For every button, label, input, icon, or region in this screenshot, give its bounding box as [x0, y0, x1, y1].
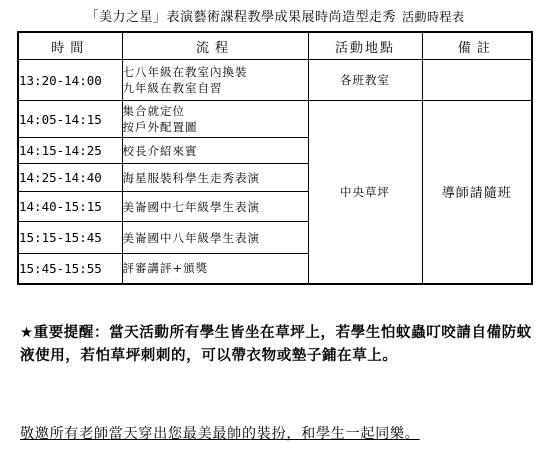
flow-line: 集合就定位 [122, 104, 185, 118]
flow-cell: 美崙國中八年級學生表演 [122, 222, 308, 254]
schedule-table [17, 31, 533, 285]
flow-cell [122, 60, 308, 101]
flow-line: 九年級在教室自習 [122, 81, 223, 95]
page-title [0, 6, 550, 25]
title-main: 「美力之星」表演藝術課程教學成果展時尚造型走秀 [85, 10, 396, 25]
place-lawn: 中央草坪 [308, 101, 422, 284]
time-cell: 14:15-14:25 [18, 138, 122, 164]
table-row [18, 101, 532, 138]
flow-line: 七八年級在教室內換裝 [122, 65, 248, 79]
header-time: 時間 [18, 32, 122, 60]
flow-cell: 美崙國中七年級學生表演 [122, 192, 308, 222]
time-cell: 15:45-15:55 [18, 254, 122, 284]
notice-label: 重要提醒： [33, 325, 110, 341]
flow-cell: 校長介紹來賓 [122, 138, 308, 164]
time-cell: 14:25-14:40 [18, 164, 122, 192]
time-cell: 13:20-14:00 [18, 60, 122, 101]
table-row [18, 60, 532, 101]
time-cell: 15:15-15:45 [18, 222, 122, 254]
header-note: 備註 [422, 32, 532, 60]
note-homeroom: 導師請隨班 [422, 101, 532, 284]
star-icon: ★ [20, 325, 34, 341]
flow-cell: 評審講評+頒獎 [122, 254, 308, 284]
flow-line: 按戶外配置圖 [122, 120, 198, 134]
header-place: 活動地點 [308, 32, 422, 60]
place-classroom: 各班教室 [308, 60, 422, 101]
notice-text: 當天活動所有學生皆坐在草坪上，若學生怕蚊蟲叮咬請自備防蚊液使用，若怕草坪刺刺的，可以帶衣物或墊子鋪在草上。 [20, 325, 532, 364]
title-sub: 活動時程表 [402, 10, 465, 24]
time-cell: 14:05-14:15 [18, 101, 122, 138]
important-notice [20, 322, 535, 368]
note-cell-empty [422, 60, 532, 101]
flow-cell [122, 101, 308, 138]
flow-cell: 海星服裝科學生走秀表演 [122, 164, 308, 192]
table-header-row [18, 32, 532, 60]
time-cell: 14:40-15:15 [18, 192, 122, 222]
header-flow: 流程 [122, 32, 308, 60]
invitation-text: 敬邀所有老師當天穿出您最美最帥的裝扮，和學生一起同樂。 [20, 426, 420, 442]
